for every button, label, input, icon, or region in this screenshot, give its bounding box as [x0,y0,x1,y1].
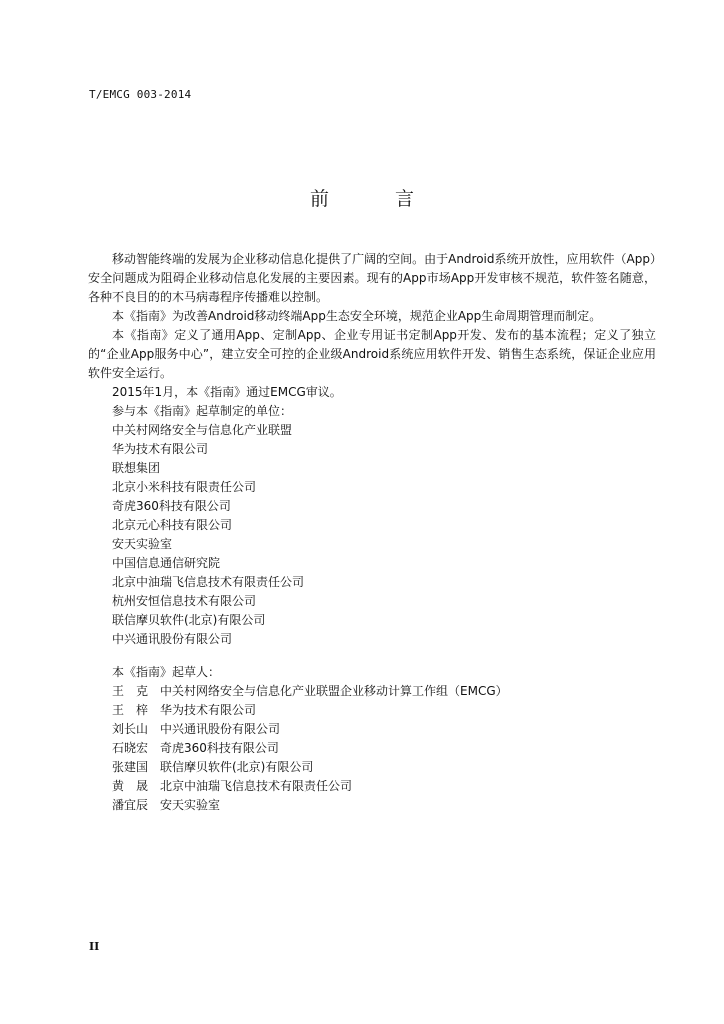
paragraph-intro: 移动智能终端的发展为企业移动信息化提供了广阔的空间。由于Android系统开放性，应用软件（App）安全问题成为阻碍企业移动信息化发展的主要因素。现有的App市场App开发审核不规范，软件签名随意，各种不良目的的木马病毒程序传播难以控制。 [88,252,656,304]
drafters-list [88,682,656,815]
drafter-name: 黄晟 [112,779,148,793]
unit-item: 中国信息通信研究院 [112,556,221,570]
unit-item: 华为技术有限公司 [112,442,209,456]
paragraph-approval: 2015年1月，本《指南》通过EMCG审议。 [112,385,342,399]
drafter-org: 安天实验室 [160,798,221,812]
drafter-name: 刘长山 [112,722,149,736]
drafter-org: 中兴通讯股份有限公司 [160,722,281,736]
unit-item: 联信摩贝软件(北京)有限公司 [112,613,266,627]
drafter-org: 华为技术有限公司 [160,703,257,717]
drafter-row [88,796,656,815]
drafter-org: 联信摩贝软件(北京)有限公司 [160,760,314,774]
unit-item: 杭州安恒信息技术有限公司 [112,594,257,608]
drafter-row [88,701,656,720]
drafter-row [88,720,656,739]
page-title: 前 言 [309,188,445,210]
drafter-org: 奇虎360科技有限公司 [160,741,279,755]
drafter-name: 王梓 [112,703,148,717]
unit-item: 中关村网络安全与信息化产业联盟 [112,423,293,437]
unit-item: 北京元心科技有限公司 [112,518,233,532]
section-gap [88,649,656,663]
drafter-row [88,758,656,777]
unit-item: 北京小米科技有限责任公司 [112,480,257,494]
unit-item: 安天实验室 [112,537,173,551]
units-list [88,421,656,649]
drafter-row [88,682,656,701]
drafter-name: 潘宜辰 [112,798,149,812]
paragraph-purpose: 本《指南》为改善Android移动终端App生态安全环境，规范企业App生命周期管理而制定。 [112,309,602,323]
paragraph-scope: 本《指南》定义了通用App、定制App、企业专用证书定制App开发、发布的基本流程；定义了独立的“企业App服务中心”，建立安全可控的企业级Android系统应用软件开发、销售生态系统，保证企业应用软件安全运行。 [88,328,656,380]
page-number: II [89,940,100,953]
drafter-org: 北京中油瑞飞信息技术有限责任公司 [160,779,353,793]
units-heading: 参与本《指南》起草制定的单位： [112,404,293,418]
drafter-name: 王克 [112,684,148,698]
drafter-row [88,777,656,796]
document-code: T/EMCG 003-2014 [89,88,192,101]
unit-item: 奇虎360科技有限公司 [112,499,231,513]
drafter-name: 石晓宏 [112,741,149,755]
drafter-name: 张建国 [112,760,149,774]
drafter-org: 中关村网络安全与信息化产业联盟企业移动计算工作组（EMCG） [160,684,508,698]
unit-item: 北京中油瑞飞信息技术有限责任公司 [112,575,305,589]
unit-item: 中兴通讯股份有限公司 [112,632,233,646]
drafters-heading: 本《指南》起草人： [112,665,221,679]
foreword-body [88,250,656,815]
unit-item: 联想集团 [112,461,161,475]
drafter-row [88,739,656,758]
